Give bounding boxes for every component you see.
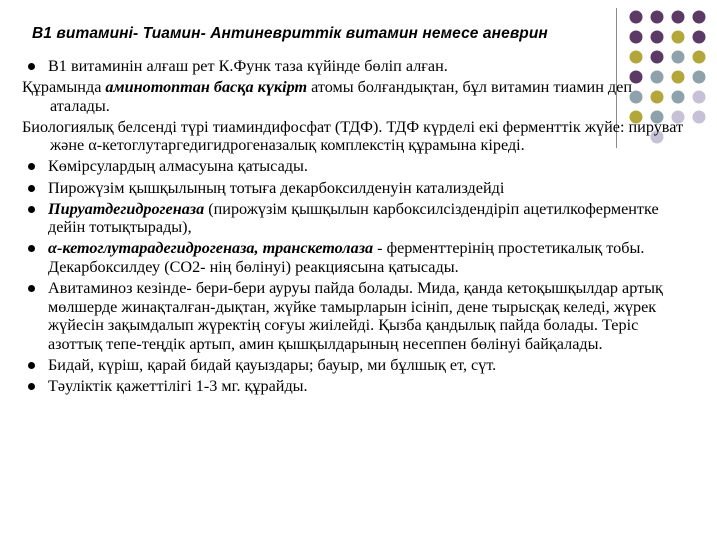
- dot-olive: [693, 51, 706, 64]
- item-text: Пирожүзім қышқылының тотыға декарбоксилденуін катализдейді: [48, 178, 505, 197]
- dot-gray: [693, 71, 706, 84]
- item-text: Көмірсулардың алмасуына қатысады.: [48, 157, 308, 176]
- dot-purple: [630, 11, 643, 24]
- dot-purple: [693, 31, 706, 44]
- list-item: [22, 279, 694, 353]
- list-item: [22, 239, 694, 276]
- item-text: Бидай, күріш, қарай бидай қауыздары; бауыр, ми бұлшық ет, сүт.: [48, 355, 497, 374]
- bullet-dot-icon: [28, 63, 35, 70]
- dot-purple: [651, 31, 664, 44]
- item-text: Авитаминоз кезінде- бери-бери ауруы пайда болады. Мида, қанда кетоқышқылдар артық мөлшерде жинақталған-дықтан, жүйке тамырларын ісініп, дене тырысқақ келеді, жүрек жүйесін зақымдалып жүректің соғуы жиілейді. Қызба қандылық пайда болады. Теріс азоттық тепе-теңдік артып, амин қышқылдарының несеппен бөлінуі байқалады.: [48, 279, 663, 353]
- dot-lavender: [693, 111, 706, 124]
- dot-purple: [651, 11, 664, 24]
- list-item: [22, 157, 694, 176]
- bullet-dot-icon: [28, 285, 35, 292]
- bullet-dot-icon: [28, 206, 35, 213]
- paragraph: [22, 78, 694, 115]
- item-emphasis: Пируатдегидрогеназа: [48, 199, 205, 218]
- bullet-dot-icon: [28, 362, 35, 369]
- paragraph: [22, 118, 694, 155]
- slide-title: В1 витамині- Тиамин- Антиневриттік витамин немесе аневрин: [32, 25, 548, 42]
- list-item: [22, 200, 694, 237]
- item-text: Биологиялық белсенді түрі тиаминдифосфат (ТДФ). ТДФ күрделі екі ферменттік жүйе: пируват және α-кетоглутаргедигидрогеназалық комплекстің құрамына кіреді.: [22, 117, 684, 155]
- bullet-dot-icon: [28, 163, 35, 170]
- dot-olive: [672, 31, 685, 44]
- list-item: [22, 377, 694, 396]
- item-text-suffix: атомы болғандықтан, бұл витамин тиамин деп аталады.: [50, 78, 633, 115]
- item-emphasis: α-кетоглутарадегидрогеназа, транскетолаза: [48, 239, 374, 258]
- list-item: [22, 57, 694, 76]
- list-item: [22, 356, 694, 375]
- dot-purple: [630, 31, 643, 44]
- item-emphasis: аминотоптан басқа күкірт: [105, 78, 308, 97]
- dot-purple: [693, 11, 706, 24]
- slide-body: [22, 57, 694, 398]
- list-item: [22, 179, 694, 198]
- dot-lavender: [693, 91, 706, 104]
- bullet-dot-icon: [28, 185, 35, 192]
- bullet-dot-icon: [28, 383, 35, 390]
- dot-purple: [672, 11, 685, 24]
- item-text: Тәуліктік қажеттілігі 1-3 мг. құрайды.: [48, 377, 308, 395]
- item-text-prefix: Құрамында: [22, 78, 106, 97]
- item-text-suffix: (пирожүзім қышқылын карбоксилсіздендіріп ацетилкоферментке дейін тотықтырады),: [48, 199, 659, 237]
- item-text: В1 витаминін алғаш рет К.Функ таза күйінде бөліп алған.: [48, 57, 448, 75]
- bullet-dot-icon: [28, 245, 35, 252]
- item-text-suffix: - ферменттерінің простетикалық тобы. Декарбоксилдеу (СО2- нің бөлінуі) реакциясына қатысады.: [48, 239, 645, 276]
